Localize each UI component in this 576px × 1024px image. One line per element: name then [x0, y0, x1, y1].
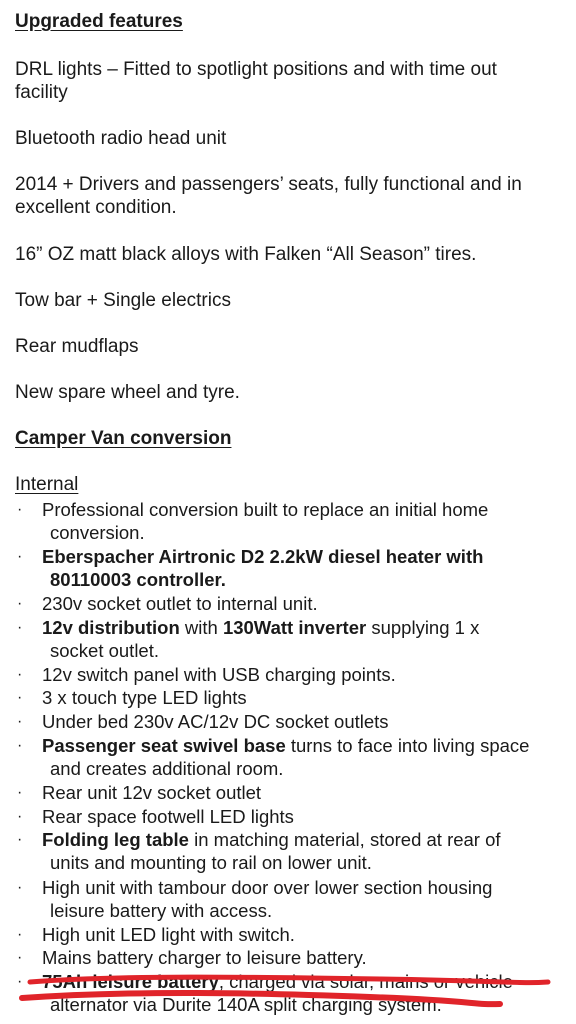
list-item-bold-text: Passenger seat swivel base [42, 735, 286, 756]
item-spare-wheel: New spare wheel and tyre. [15, 382, 240, 403]
item-drl-lights-line1: DRL lights – Fitted to spotlight positions and with time out [15, 59, 497, 80]
bullet: · [17, 548, 23, 565]
item-seats [15, 173, 563, 219]
bullet: · [17, 689, 23, 706]
bullet: · [17, 808, 23, 825]
item-seats-line2: excellent condition. [15, 197, 177, 218]
list-item-text: in matching material, stored at rear of [188, 829, 501, 850]
bullet: · [17, 973, 23, 990]
item-alloys: 16” OZ matt black alloys with Falken “All Season” tires. [15, 244, 477, 265]
bullet: · [17, 737, 23, 754]
list-item-text: supplying 1 x [366, 617, 480, 638]
bullet: · [17, 926, 23, 943]
list-item-text: 230v socket outlet to internal unit. [42, 593, 318, 614]
item-drl-lights [15, 58, 563, 104]
list-item-bold-text: 12v distribution [42, 617, 180, 638]
list-item-text: High unit with tambour door over lower section housing [42, 877, 493, 898]
list-item-text: Rear unit 12v socket outlet [42, 782, 262, 803]
bullet: · [17, 595, 23, 612]
bullet: · [17, 784, 23, 801]
heading-camper-van-conversion: Camper Van conversion [15, 428, 232, 449]
list-item-bold-text: Folding leg table [42, 829, 189, 850]
item-drl-lights-line2: facility [15, 82, 68, 103]
list-item-text: turns to face into living space [285, 735, 530, 756]
list-item-text: with [179, 617, 223, 638]
list-item-text: Rear space footwell LED lights [42, 806, 294, 827]
list-item-text: 12v switch panel with USB charging points. [42, 664, 396, 685]
list-item-text: High unit LED light with switch. [42, 924, 295, 945]
item-seats-line1: 2014 + Drivers and passengers’ seats, fully functional and in [15, 174, 522, 195]
list-item-text: Professional conversion built to replace an initial home [42, 499, 489, 520]
heading-upgraded-features: Upgraded features [15, 11, 183, 32]
list-item-text: conversion. [50, 522, 145, 543]
bullet: · [17, 501, 23, 518]
list-item-bold-text: 75Ah leisure battery [42, 971, 219, 992]
list-item-bold-text: 80110003 controller. [50, 569, 226, 590]
bullet: · [17, 949, 23, 966]
bullet: · [17, 831, 23, 848]
list-item-text: and creates additional room. [50, 758, 284, 779]
list-item-text: 3 x touch type LED lights [42, 687, 247, 708]
list-item-text: leisure battery with access. [50, 900, 273, 921]
item-tow-bar: Tow bar + Single electrics [15, 290, 231, 311]
list-item-text: , charged via solar, mains or vehicle [218, 971, 513, 992]
item-bluetooth-radio: Bluetooth radio head unit [15, 128, 227, 149]
list-item-text: socket outlet. [50, 640, 160, 661]
list-item-bold-text: Eberspacher Airtronic D2 2.2kW diesel heater with [42, 546, 484, 567]
list-item-text: alternator via Durite 140A split charging system. [50, 994, 442, 1015]
item-mudflaps: Rear mudflaps [15, 336, 139, 357]
bullet: · [17, 879, 23, 896]
list-item-bold-text: 130Watt inverter [222, 617, 367, 638]
bullet: · [17, 619, 23, 636]
subheading-internal: Internal [15, 474, 79, 495]
bullet: · [17, 666, 23, 683]
bullet: · [17, 713, 23, 730]
list-item-text: units and mounting to rail on lower unit. [50, 852, 372, 873]
list-item-text: Under bed 230v AC/12v DC socket outlets [42, 711, 389, 732]
list-item-text: Mains battery charger to leisure battery. [42, 947, 367, 968]
